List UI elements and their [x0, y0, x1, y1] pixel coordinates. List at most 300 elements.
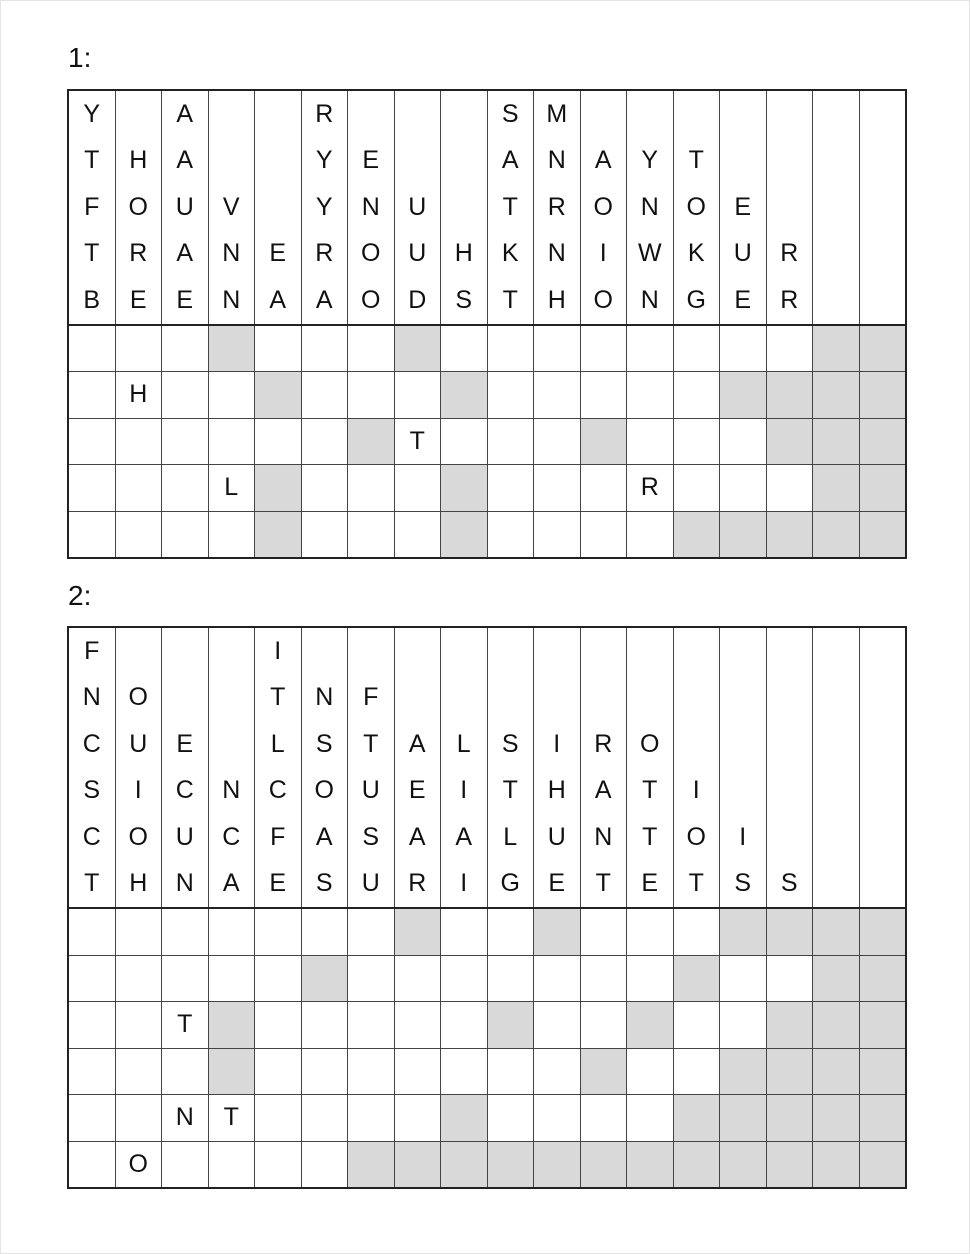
- clue-column: [766, 91, 813, 324]
- clue-letter: T: [84, 869, 100, 898]
- shaded-cell: [719, 909, 766, 955]
- answer-cell[interactable]: [115, 956, 162, 1002]
- answer-grid: [67, 324, 907, 560]
- clue-letter: [162, 628, 208, 675]
- answer-cell[interactable]: [161, 1049, 208, 1095]
- clue-letter: F: [270, 822, 286, 851]
- clue-letter: U: [361, 776, 380, 805]
- clue-letter: R: [780, 285, 799, 314]
- clue-letter: [767, 721, 813, 768]
- answer-cell[interactable]: [626, 512, 673, 558]
- clue-letter: T: [502, 285, 518, 314]
- clue-letter: [720, 768, 766, 815]
- answer-cell[interactable]: [766, 465, 813, 511]
- answer-cell[interactable]: [394, 465, 441, 511]
- answer-cell[interactable]: [115, 465, 162, 511]
- clue-columns: [67, 89, 907, 324]
- given-letter-cell[interactable]: N: [161, 1095, 208, 1141]
- answer-cell[interactable]: [115, 419, 162, 465]
- clue-letter: U: [547, 822, 566, 851]
- answer-cell[interactable]: [254, 326, 301, 372]
- answer-cell[interactable]: [673, 1002, 720, 1048]
- clue-letter: [813, 231, 859, 278]
- answer-cell[interactable]: [208, 372, 255, 418]
- answer-cell[interactable]: [69, 956, 115, 1002]
- answer-cell[interactable]: [347, 1002, 394, 1048]
- given-letter-cell[interactable]: L: [208, 465, 255, 511]
- answer-cell[interactable]: [394, 1049, 441, 1095]
- clue-column: [580, 628, 627, 907]
- clue-letter: [209, 721, 255, 768]
- answer-cell[interactable]: [115, 1049, 162, 1095]
- given-letter-cell[interactable]: O: [115, 1142, 162, 1188]
- clue-letter: T: [688, 869, 704, 898]
- answer-cell[interactable]: [626, 1095, 673, 1141]
- clue-letter: [860, 861, 906, 908]
- clue-column: [812, 628, 859, 907]
- clue-column: [719, 628, 766, 907]
- shaded-cell: [254, 372, 301, 418]
- clue-letter: A: [408, 822, 426, 851]
- drop-quote-puzzle-1: [67, 89, 907, 559]
- answer-cell[interactable]: [69, 1142, 115, 1188]
- clue-column: [301, 91, 348, 324]
- answer-cell[interactable]: [347, 372, 394, 418]
- clue-letter: O: [640, 729, 660, 758]
- answer-cell[interactable]: [254, 419, 301, 465]
- clue-letter: A: [315, 285, 333, 314]
- answer-cell[interactable]: [161, 909, 208, 955]
- clue-letter: [813, 675, 859, 722]
- answer-cell[interactable]: [440, 1002, 487, 1048]
- answer-cell[interactable]: [69, 465, 115, 511]
- shaded-cell: [487, 1142, 534, 1188]
- clue-letter: D: [408, 285, 427, 314]
- clue-letter: H: [547, 776, 566, 805]
- answer-cell[interactable]: [394, 1095, 441, 1141]
- answer-cell[interactable]: [254, 1142, 301, 1188]
- clue-letter: Y: [641, 146, 659, 175]
- shaded-cell: [812, 1049, 859, 1095]
- answer-cell[interactable]: [580, 1002, 627, 1048]
- clue-letter: L: [503, 822, 518, 851]
- answer-cell[interactable]: [440, 1049, 487, 1095]
- answer-cell[interactable]: [533, 1049, 580, 1095]
- answer-cell[interactable]: [394, 512, 441, 558]
- clue-column: [673, 628, 720, 907]
- answer-cell[interactable]: [347, 956, 394, 1002]
- shaded-cell: [719, 1142, 766, 1188]
- answer-cell[interactable]: [487, 909, 534, 955]
- answer-cell[interactable]: [440, 909, 487, 955]
- clue-letter: E: [408, 776, 426, 805]
- clue-letter: [581, 675, 627, 722]
- clue-column: [394, 628, 441, 907]
- answer-cell[interactable]: [254, 909, 301, 955]
- clue-letter: [860, 184, 906, 231]
- shaded-cell: [394, 1142, 441, 1188]
- answer-cell[interactable]: [347, 1095, 394, 1141]
- clue-column: [208, 91, 255, 324]
- clue-letter: [813, 91, 859, 138]
- clue-letter: [441, 675, 487, 722]
- answer-cell[interactable]: [301, 419, 348, 465]
- answer-cell[interactable]: [254, 956, 301, 1002]
- clue-letter: [813, 768, 859, 815]
- answer-cell[interactable]: [301, 909, 348, 955]
- answer-row: [69, 326, 905, 372]
- clue-letter: E: [176, 285, 194, 314]
- clue-letter: [813, 861, 859, 908]
- clue-letter: O: [686, 192, 706, 221]
- answer-cell[interactable]: [69, 512, 115, 558]
- clue-letter: H: [454, 239, 473, 268]
- answer-cell[interactable]: [161, 465, 208, 511]
- answer-cell[interactable]: [626, 372, 673, 418]
- answer-cell[interactable]: [301, 465, 348, 511]
- answer-cell[interactable]: [673, 372, 720, 418]
- answer-cell[interactable]: [626, 326, 673, 372]
- clue-letter: I: [553, 729, 561, 758]
- clue-letter: Y: [315, 146, 333, 175]
- clue-letter: U: [408, 239, 427, 268]
- clue-letter: V: [222, 192, 240, 221]
- clue-letter: [674, 91, 720, 138]
- answer-cell[interactable]: [580, 1095, 627, 1141]
- clue-letter: R: [315, 99, 334, 128]
- answer-row: [69, 909, 905, 955]
- answer-cell[interactable]: [487, 419, 534, 465]
- answer-cell[interactable]: [115, 512, 162, 558]
- clue-letter: S: [315, 869, 333, 898]
- clue-letter: H: [547, 285, 566, 314]
- shaded-cell: [766, 372, 813, 418]
- answer-cell[interactable]: [673, 326, 720, 372]
- answer-cell[interactable]: [394, 372, 441, 418]
- answer-cell[interactable]: [301, 512, 348, 558]
- answer-cell[interactable]: [626, 1049, 673, 1095]
- answer-cell[interactable]: [115, 1095, 162, 1141]
- answer-cell[interactable]: [580, 326, 627, 372]
- clue-letter: N: [82, 683, 101, 712]
- clue-letter: U: [175, 822, 194, 851]
- answer-cell[interactable]: [115, 1002, 162, 1048]
- answer-cell[interactable]: [580, 909, 627, 955]
- clue-letter: I: [460, 776, 468, 805]
- shaded-cell: [347, 1142, 394, 1188]
- answer-cell[interactable]: [440, 326, 487, 372]
- clue-letter: [209, 628, 255, 675]
- clue-letter: N: [361, 192, 380, 221]
- answer-cell[interactable]: [69, 1002, 115, 1048]
- clue-letter: [441, 184, 487, 231]
- answer-row: [69, 955, 905, 1002]
- answer-cell[interactable]: [673, 419, 720, 465]
- clue-column: [440, 628, 487, 907]
- clue-letter: T: [502, 192, 518, 221]
- answer-cell[interactable]: [533, 1002, 580, 1048]
- clue-letter: [813, 628, 859, 675]
- clue-letter: N: [175, 869, 194, 898]
- answer-cell[interactable]: [719, 956, 766, 1002]
- answer-cell[interactable]: [440, 419, 487, 465]
- answer-cell[interactable]: [347, 326, 394, 372]
- clue-letter: L: [270, 729, 285, 758]
- shaded-cell: [580, 419, 627, 465]
- clue-letter: T: [688, 146, 704, 175]
- clue-letter: C: [82, 822, 101, 851]
- shaded-cell: [812, 372, 859, 418]
- answer-cell[interactable]: [208, 419, 255, 465]
- answer-cell[interactable]: [208, 909, 255, 955]
- answer-cell[interactable]: [301, 1095, 348, 1141]
- answer-cell[interactable]: [69, 909, 115, 955]
- answer-cell[interactable]: [533, 465, 580, 511]
- answer-cell[interactable]: [487, 465, 534, 511]
- clue-letter: B: [83, 285, 101, 314]
- answer-cell[interactable]: [673, 909, 720, 955]
- answer-cell[interactable]: [347, 909, 394, 955]
- answer-cell[interactable]: [580, 512, 627, 558]
- clue-letter: R: [547, 192, 566, 221]
- clue-letter: [720, 721, 766, 768]
- answer-cell[interactable]: [440, 956, 487, 1002]
- answer-cell[interactable]: [69, 419, 115, 465]
- shaded-cell: [812, 956, 859, 1002]
- answer-cell[interactable]: [161, 512, 208, 558]
- clue-letter: W: [637, 239, 662, 268]
- answer-cell[interactable]: [161, 372, 208, 418]
- clue-letter: O: [128, 822, 148, 851]
- answer-row: [69, 418, 905, 465]
- clue-letter: [302, 628, 348, 675]
- answer-cell[interactable]: [719, 465, 766, 511]
- answer-cell[interactable]: [161, 1142, 208, 1188]
- answer-cell[interactable]: [487, 1049, 534, 1095]
- answer-cell[interactable]: [301, 1002, 348, 1048]
- puzzle-1-label: 1:: [68, 42, 92, 73]
- clue-letter: T: [84, 146, 100, 175]
- shaded-cell: [347, 419, 394, 465]
- shaded-cell: [440, 512, 487, 558]
- answer-cell[interactable]: [69, 326, 115, 372]
- clue-letter: [813, 721, 859, 768]
- clue-letter: [627, 91, 673, 138]
- clue-letter: K: [501, 239, 519, 268]
- answer-cell[interactable]: [580, 465, 627, 511]
- clue-letter: [860, 91, 906, 138]
- clue-letter: E: [734, 192, 752, 221]
- clue-letter: A: [176, 239, 194, 268]
- answer-cell[interactable]: [580, 956, 627, 1002]
- answer-cell[interactable]: [301, 1049, 348, 1095]
- clue-letter: [488, 675, 534, 722]
- shaded-cell: [812, 512, 859, 558]
- clue-letter: A: [269, 285, 287, 314]
- answer-cell[interactable]: [673, 465, 720, 511]
- answer-cell[interactable]: [208, 512, 255, 558]
- shaded-cell: [859, 1049, 906, 1095]
- answer-cell[interactable]: [719, 419, 766, 465]
- given-letter-cell[interactable]: T: [394, 419, 441, 465]
- answer-cell[interactable]: [487, 1095, 534, 1141]
- clue-letter: [720, 628, 766, 675]
- answer-cell[interactable]: [208, 956, 255, 1002]
- answer-cell[interactable]: [115, 909, 162, 955]
- answer-cell[interactable]: [301, 1142, 348, 1188]
- answer-cell[interactable]: [69, 372, 115, 418]
- answer-cell[interactable]: [394, 956, 441, 1002]
- answer-cell[interactable]: [69, 1049, 115, 1095]
- clue-letter: [627, 675, 673, 722]
- clue-letter: [255, 91, 301, 138]
- clue-letter: G: [500, 869, 520, 898]
- clue-column: [301, 628, 348, 907]
- answer-cell[interactable]: [626, 956, 673, 1002]
- answer-cell[interactable]: [301, 326, 348, 372]
- answer-row: [69, 511, 905, 558]
- answer-cell[interactable]: [487, 326, 534, 372]
- answer-cell[interactable]: [533, 419, 580, 465]
- answer-cell[interactable]: [347, 465, 394, 511]
- clue-letter: O: [686, 822, 706, 851]
- clue-letter: R: [315, 239, 334, 268]
- clue-column: [626, 628, 673, 907]
- shaded-cell: [673, 956, 720, 1002]
- clue-letter: [767, 675, 813, 722]
- clue-letter: S: [501, 729, 519, 758]
- clue-letter: U: [129, 729, 148, 758]
- shaded-cell: [673, 512, 720, 558]
- answer-row: [69, 464, 905, 511]
- clue-letter: [441, 91, 487, 138]
- answer-cell[interactable]: [533, 1095, 580, 1141]
- clue-letter: C: [268, 776, 287, 805]
- clue-column: [673, 91, 720, 324]
- clue-letter: F: [84, 636, 100, 665]
- answer-cell[interactable]: [626, 419, 673, 465]
- clue-letter: [767, 138, 813, 185]
- clue-letter: R: [408, 869, 427, 898]
- answer-cell[interactable]: [580, 372, 627, 418]
- clue-letter: [813, 184, 859, 231]
- shaded-cell: [440, 465, 487, 511]
- clue-letter: C: [222, 822, 241, 851]
- clue-column: [115, 91, 162, 324]
- clue-letter: N: [222, 285, 241, 314]
- answer-cell[interactable]: [533, 956, 580, 1002]
- given-letter-cell[interactable]: T: [161, 1002, 208, 1048]
- answer-cell[interactable]: [254, 1049, 301, 1095]
- shaded-cell: [440, 372, 487, 418]
- clue-letter: [162, 675, 208, 722]
- clue-letter: G: [686, 285, 706, 314]
- clue-column: [766, 628, 813, 907]
- given-letter-cell[interactable]: T: [208, 1095, 255, 1141]
- answer-cell[interactable]: [161, 326, 208, 372]
- clue-letter: T: [363, 729, 379, 758]
- clue-letter: [348, 91, 394, 138]
- answer-cell[interactable]: [347, 1049, 394, 1095]
- clue-letter: [534, 628, 580, 675]
- clue-letter: [534, 675, 580, 722]
- clue-letter: S: [455, 285, 473, 314]
- shaded-cell: [580, 1049, 627, 1095]
- shaded-cell: [208, 326, 255, 372]
- clue-column: [859, 628, 906, 907]
- answer-cell[interactable]: [533, 372, 580, 418]
- clue-column: [487, 628, 534, 907]
- answer-cell[interactable]: [719, 326, 766, 372]
- clue-column: [115, 628, 162, 907]
- clue-letter: Y: [315, 192, 333, 221]
- clue-letter: Y: [83, 99, 101, 128]
- answer-cell[interactable]: [533, 326, 580, 372]
- clue-letter: [674, 721, 720, 768]
- answer-cell[interactable]: [719, 1002, 766, 1048]
- clue-letter: [813, 814, 859, 861]
- clue-letter: [441, 628, 487, 675]
- clue-column: [487, 91, 534, 324]
- answer-cell[interactable]: [487, 956, 534, 1002]
- answer-cell[interactable]: [626, 909, 673, 955]
- clue-letter: H: [129, 869, 148, 898]
- answer-cell[interactable]: [161, 956, 208, 1002]
- answer-cell[interactable]: [766, 326, 813, 372]
- clue-column: [347, 91, 394, 324]
- answer-cell[interactable]: [254, 1002, 301, 1048]
- answer-cell[interactable]: [208, 1142, 255, 1188]
- clue-letter: I: [599, 239, 607, 268]
- answer-cell[interactable]: [487, 512, 534, 558]
- shaded-cell: [580, 1142, 627, 1188]
- answer-cell[interactable]: [115, 326, 162, 372]
- answer-cell[interactable]: [766, 956, 813, 1002]
- clue-column: [580, 91, 627, 324]
- clue-column: [626, 91, 673, 324]
- clue-letter: A: [594, 776, 612, 805]
- clue-letter: S: [501, 99, 519, 128]
- answer-cell[interactable]: [69, 1095, 115, 1141]
- clue-letter: [813, 138, 859, 185]
- clue-letter: I: [739, 822, 747, 851]
- shaded-cell: [859, 326, 906, 372]
- given-letter-cell[interactable]: R: [626, 465, 673, 511]
- clue-letter: R: [594, 729, 613, 758]
- clue-letter: E: [362, 146, 380, 175]
- answer-cell[interactable]: [673, 1049, 720, 1095]
- shaded-cell: [533, 909, 580, 955]
- answer-cell[interactable]: [533, 512, 580, 558]
- shaded-cell: [719, 1049, 766, 1095]
- answer-cell[interactable]: [301, 372, 348, 418]
- answer-cell[interactable]: [254, 1095, 301, 1141]
- clue-letter: [255, 184, 301, 231]
- answer-cell[interactable]: [394, 1002, 441, 1048]
- clue-letter: U: [361, 869, 380, 898]
- answer-cell[interactable]: [487, 372, 534, 418]
- clue-letter: A: [176, 146, 194, 175]
- shaded-cell: [812, 1095, 859, 1141]
- clue-column: [719, 91, 766, 324]
- clue-column: [440, 91, 487, 324]
- clue-column: [533, 628, 580, 907]
- given-letter-cell[interactable]: H: [115, 372, 162, 418]
- answer-cell[interactable]: [161, 419, 208, 465]
- answer-cell[interactable]: [347, 512, 394, 558]
- clue-letter: N: [222, 239, 241, 268]
- shaded-cell: [766, 1049, 813, 1095]
